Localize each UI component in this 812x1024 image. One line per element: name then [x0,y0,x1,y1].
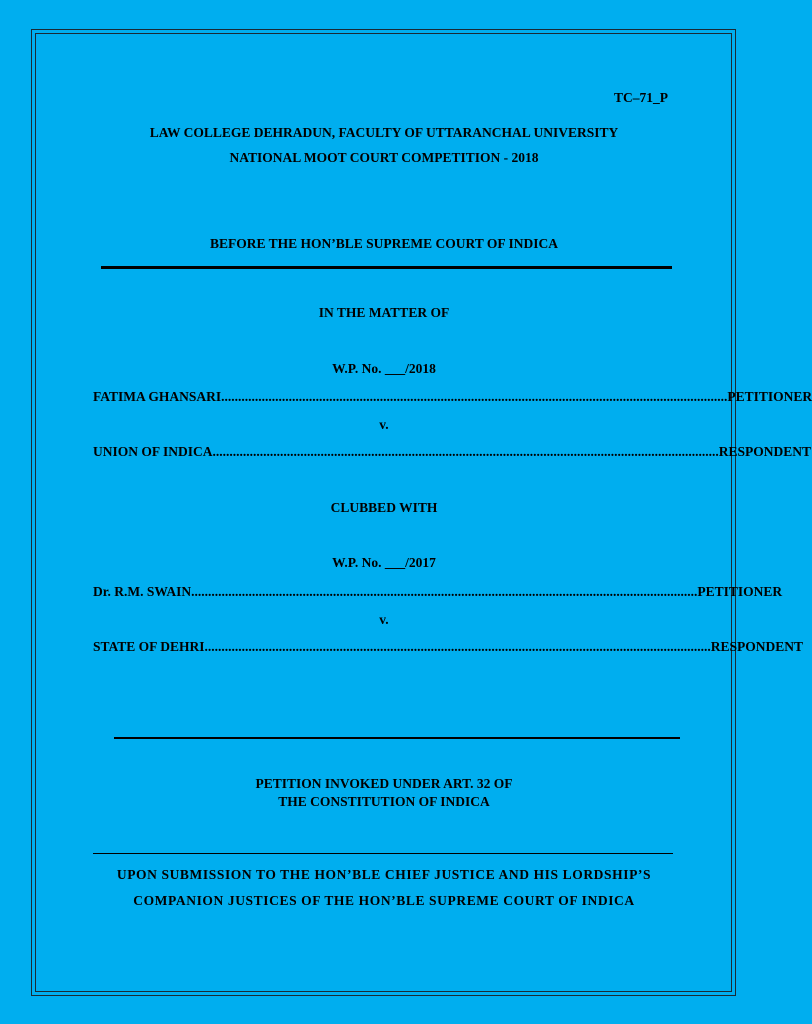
court-divider [101,266,672,269]
leader-dots: ...................................................................................................................................................... [191,584,698,599]
clubbed-heading: CLUBBED WITH [330,500,438,515]
case2-respondent-name: STATE OF DEHRI [93,639,205,654]
case1-respondent-role: RESPONDENT [718,444,812,459]
case1-respondent-name: UNION OF INDICA [93,444,213,459]
submission-divider [93,853,673,854]
case2-petitioner-line [93,584,783,600]
court-heading: BEFORE THE HON’BLE SUPREME COURT OF INDICA [209,236,559,251]
case1-number: W.P. No. ___/2018 [332,361,436,376]
petition-line-1: PETITION INVOKED UNDER ART. 32 OF [255,776,513,791]
team-code: TC–71_P [614,90,668,105]
case2-number: W.P. No. ___/2017 [332,555,436,570]
case2-versus: v. [379,612,389,627]
case2-respondent-line [93,639,804,655]
case2-respondent-role: RESPONDENT [710,639,804,654]
petition-line-2: THE CONSTITUTION OF INDICA [278,794,490,809]
submission-line-2: COMPANION JUSTICES OF THE HON’BLE SUPREME COURT OF INDICA [133,893,635,908]
case2-petitioner-name: Dr. R.M. SWAIN [93,584,192,599]
case1-petitioner-line [93,389,812,405]
leader-dots: ...................................................................................................................................................... [212,444,719,459]
leader-dots: ...................................................................................................................................................... [204,639,711,654]
competition-title: NATIONAL MOOT COURT COMPETITION - 2018 [229,150,539,165]
matter-heading: IN THE MATTER OF [318,305,450,320]
case1-versus: v. [379,417,389,432]
case1-petitioner-role: PETITIONER [727,389,812,404]
case1-respondent-line [93,444,812,460]
case1-petitioner-name: FATIMA GHANSARI [93,389,222,404]
submission-line-1: UPON SUBMISSION TO THE HON’BLE CHIEF JUSTICE AND HIS LORDSHIP’S [116,867,652,882]
leader-dots: ...................................................................................................................................................... [221,389,728,404]
case2-petitioner-role: PETITIONER [697,584,783,599]
petition-divider [114,737,680,739]
institution-title: LAW COLLEGE DEHRADUN, FACULTY OF UTTARANCHAL UNIVERSITY [149,125,619,140]
